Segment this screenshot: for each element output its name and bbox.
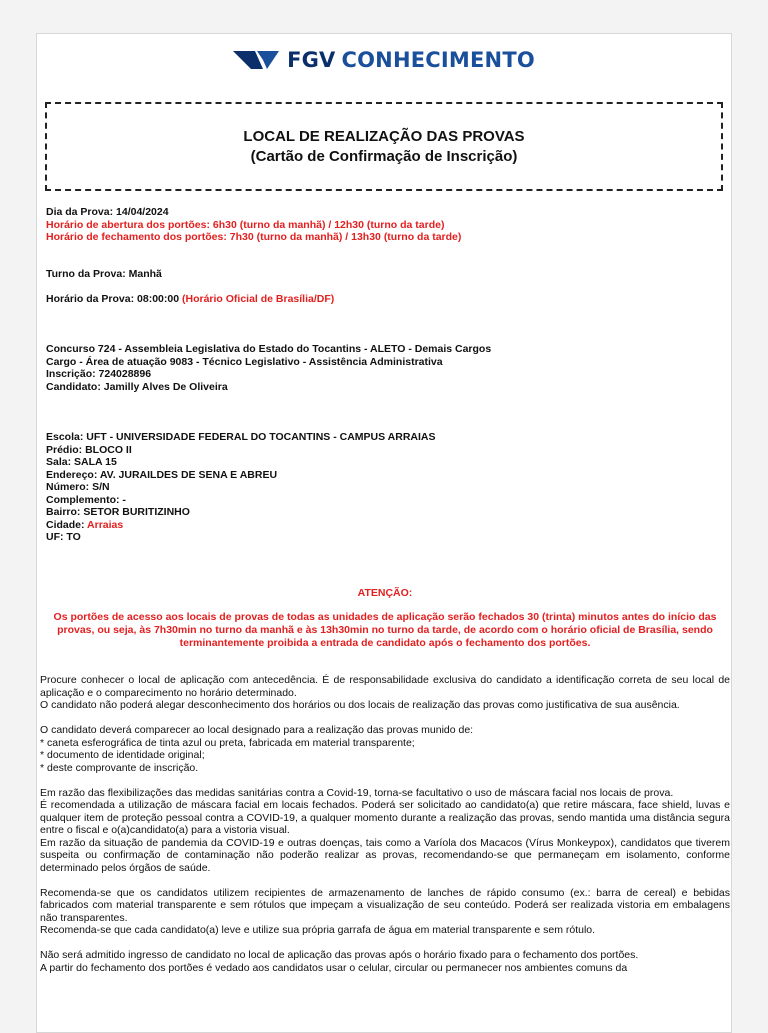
instructions-paragraph-3 <box>40 787 730 875</box>
list-item: * caneta esferográfica de tinta azul ou preta, fabricada em material transparente; <box>40 736 415 749</box>
logo-fgv-text: FGV <box>287 48 336 72</box>
logo-conhecimento-text: CONHECIMENTO <box>341 48 535 72</box>
cidade-label: Cidade: <box>46 518 88 531</box>
instruction-line: O candidato deverá comparecer ao local designado para a realização das provas munido de: <box>40 724 474 736</box>
exam-time-note: (Horário Oficial de Brasília/DF) <box>181 293 335 305</box>
instructions-paragraph-2 <box>40 724 730 774</box>
bairro-line: Bairro: SETOR BURITIZINHO <box>46 506 190 518</box>
document-page <box>36 33 732 1033</box>
inscricao-line: Inscrição: 724028896 <box>46 368 152 380</box>
concurso-line: Concurso 724 - Assembleia Legislativa do Estado do Tocantins - ALETO - Demais Cargos <box>46 343 492 355</box>
sala-line: Sala: SALA 15 <box>46 456 117 468</box>
candidate-info <box>46 343 726 393</box>
instructions-paragraph-1 <box>40 674 730 712</box>
instructions-paragraph-5 <box>40 949 730 974</box>
list-item: * documento de identidade original; <box>40 749 205 761</box>
endereco-line: Endereço: AV. JURAILDES DE SENA E ABREU <box>46 468 278 481</box>
title-box <box>45 102 723 191</box>
candidate-name: Candidato: Jamilly Alves De Oliveira <box>46 380 228 393</box>
predio-line: Prédio: BLOCO II <box>46 443 132 456</box>
exam-day: Dia da Prova: 14/04/2024 <box>46 206 169 218</box>
instruction-line: A partir do fechamento dos portões é vedado aos candidatos usar o celular, circular ou permanecer nos ambientes comuns da <box>40 961 628 974</box>
attention-text: Os portões de acesso aos locais de provas de todas as unidades de aplicação serão fechados 30 (trinta) minutos antes do início das provas, ou seja, às 7h30min no turno da manhã e às 13h30min no turno da tarde, de acordo com o horário oficial de Brasília, sendo terminantemente proibida a entrada de candidato após o fechamento dos portões. <box>53 611 717 649</box>
escola-line: Escola: UFT - UNIVERSIDADE FEDERAL DO TOCANTINS - CAMPUS ARRAIAS <box>46 431 436 443</box>
list-item: * deste comprovante de inscrição. <box>40 761 199 774</box>
numero-line: Número: S/N <box>46 481 110 493</box>
instruction-line: Procure conhecer o local de aplicação com antecedência. É de responsabilidade exclusiva do candidato a identificação correta de seu local de aplicação e o comparecimento no horário determinado. <box>40 674 730 699</box>
cidade-value: Arraias <box>87 518 124 531</box>
exam-shift <box>46 268 726 281</box>
attention-title: ATENÇÃO: <box>357 587 413 599</box>
document-subtitle: (Cartão de Confirmação de Inscrição) <box>250 147 518 165</box>
exam-schedule <box>46 206 726 244</box>
instructions <box>40 674 730 987</box>
instruction-line: Não será admitido ingresso de candidato no local de aplicação das provas após o horário fixado para o fechamento dos portões. <box>40 949 639 961</box>
instruction-line: Recomenda-se que cada candidato(a) leve e utilize sua própria garrafa de água em material transparente e sem rótulo. <box>40 924 596 936</box>
instruction-line: Recomenda-se que os candidatos utilizem recipientes de armazenamento de lanches de rápido consumo (ex.: barra de cereal) e bebidas fabricados com material transparente e sem rótulos que impeçam a visualização de seu conteúdo. Poderá ser realizada vistoria em embalagens não transparentes. <box>40 886 730 924</box>
exam-time <box>46 293 726 306</box>
document-title: LOCAL DE REALIZAÇÃO DAS PROVAS <box>243 127 525 145</box>
gates-open-time: Horário de abertura dos portões: 6h30 (turno da manhã) / 12h30 (turno da tarde) <box>46 218 445 231</box>
fgv-logo-mark-icon <box>233 50 279 70</box>
instruction-line: Em razão da situação de pandemia da COVID-19 e outras doenças, tais como a Varíola dos Macacos (Vírus Monkeypox), candidatos que tiverem suspeita ou confirmação de contaminação não poderão realizar as provas, recomendando-se que permaneçam em isolamento, conforme determinado pelos órgãos de saúde. <box>40 836 730 874</box>
instruction-line: Em razão das flexibilizações das medidas sanitárias contra a Covid-19, torna-se facultativo o uso de máscara facial nos locais de prova. <box>40 786 674 799</box>
location-info <box>46 431 726 544</box>
instructions-paragraph-4 <box>40 887 730 937</box>
exam-time-label: Horário da Prova: 08:00:00 <box>46 293 182 305</box>
instruction-line: O candidato não poderá alegar desconhecimento dos horários ou dos locais de realização das provas como justificativa de sua ausência. <box>40 699 680 711</box>
uf-line: UF: TO <box>46 531 81 543</box>
exam-shift-text: Turno da Prova: Manhã <box>46 268 162 280</box>
instruction-line: É recomendada a utilização de máscara facial em locais fechados. Poderá ser solicitado ao candidato(a) que retire máscara, face shield, luvas e qualquer item de proteção pessoal contra a COVID-19, a qualquer momento durante a realização das provas, sendo mantida uma distância segura entre o fiscal e o(a)candidato(a) para a vistoria visual. <box>40 799 730 836</box>
complemento-line: Complemento: - <box>46 493 126 506</box>
fgv-logo <box>37 46 731 74</box>
cargo-line: Cargo - Área de atuação 9083 - Técnico Legislativo - Assistência Administrativa <box>46 355 443 368</box>
gates-close-time: Horário de fechamento dos portões: 7h30 (turno da manhã) / 13h30 (turno da tarde) <box>46 231 462 243</box>
